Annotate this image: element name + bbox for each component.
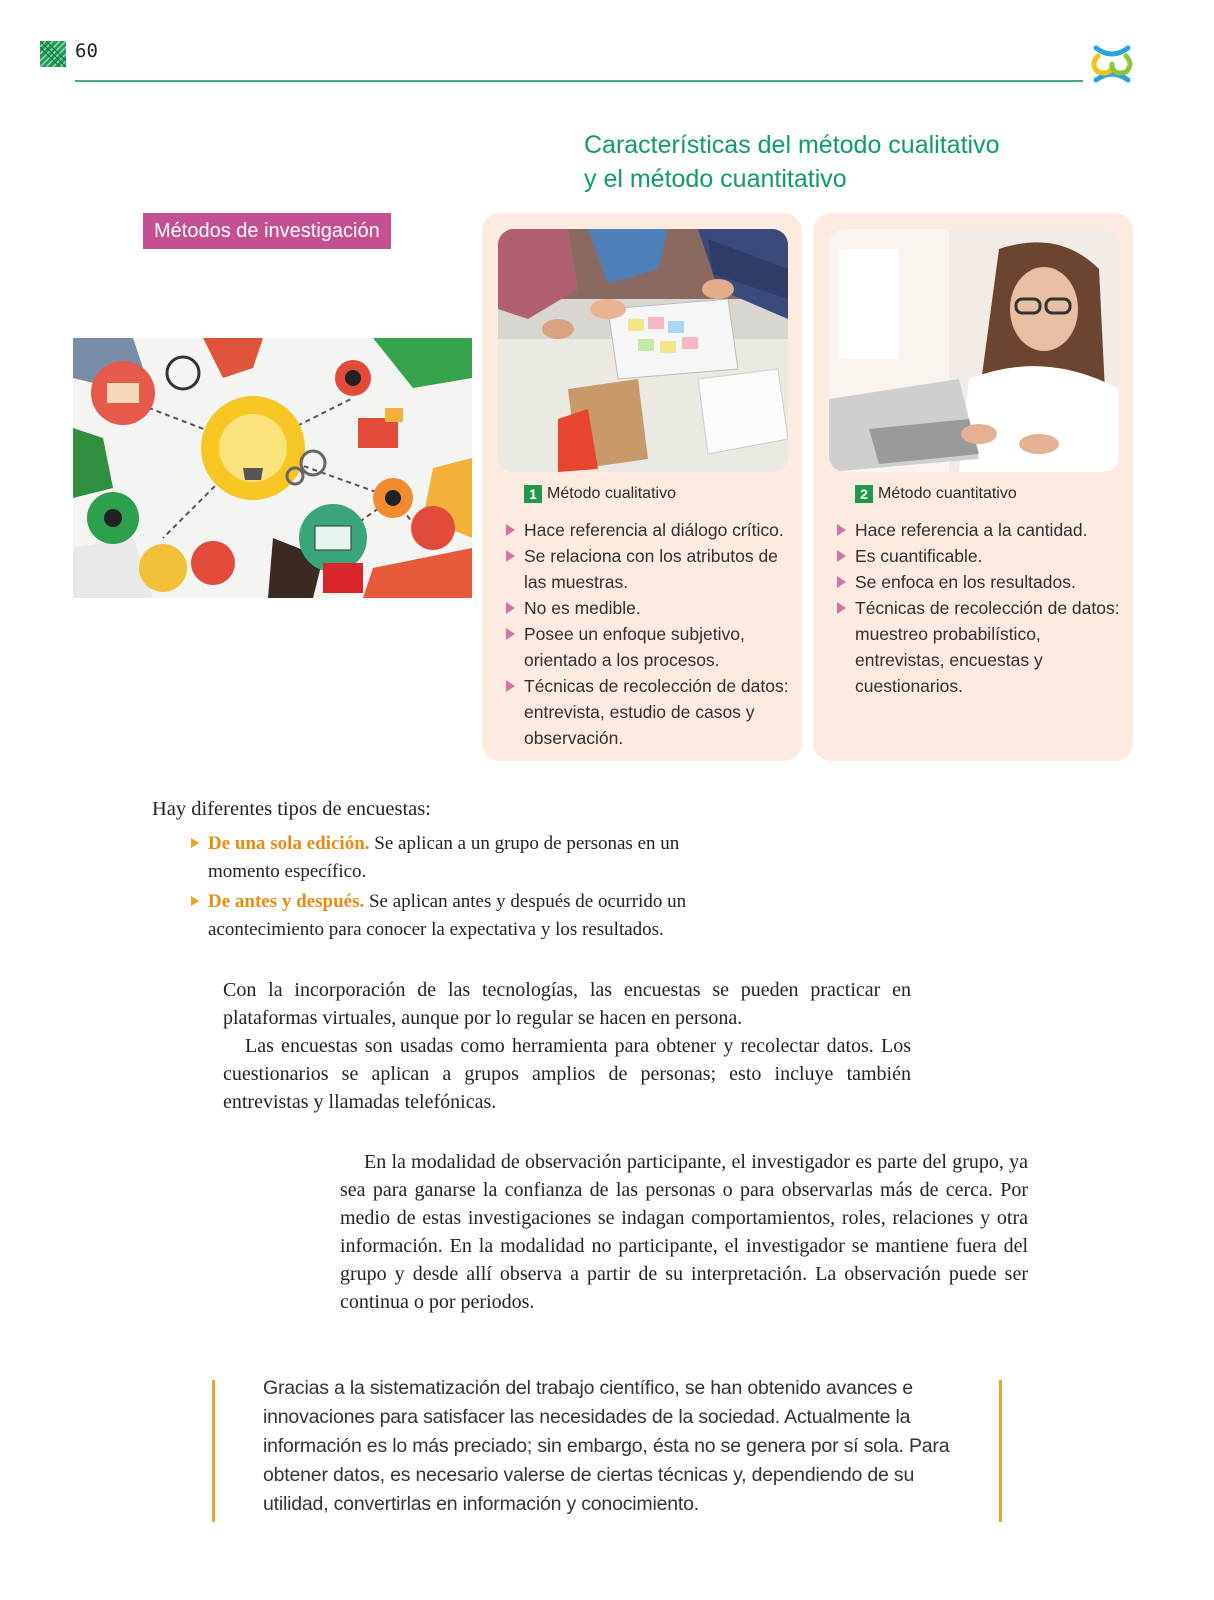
research-methods-tag: Métodos de investigación	[143, 213, 391, 249]
characteristics-list	[833, 517, 1125, 699]
paragraph: Con la incorporación de las tecnologías, las encuestas se pueden practicar en plataformas virtuales, aunque por lo regular se hacen en persona.	[223, 979, 911, 1029]
survey-term: De antes y después.	[208, 891, 365, 912]
list-item: Se relaciona con los atributos de las muestras.	[502, 543, 794, 595]
section-title-line-2: y el método cuantitativo	[584, 165, 847, 193]
triangle-bullet-icon	[506, 550, 515, 562]
survey-term: De una sola edición.	[208, 833, 370, 854]
list-item: Posee un enfoque subjetivo, orientado a los procesos.	[502, 621, 794, 673]
section-title-line-1: Características del método cualitativo	[584, 131, 1000, 159]
section-title	[584, 128, 1104, 196]
quote-bar-right	[999, 1380, 1002, 1522]
number-badge: 2	[855, 485, 873, 503]
quote-bar-left	[212, 1380, 215, 1522]
qualitative-method-card	[482, 213, 802, 761]
list-item: Es cuantificable.	[833, 543, 1125, 569]
header-rule	[75, 80, 1083, 82]
group-work-photo-illustration	[498, 229, 788, 472]
folio-pattern-icon	[40, 41, 66, 67]
survey-description: Se aplican a un grupo de personas en un momento específico.	[208, 833, 680, 882]
triangle-bullet-icon	[837, 602, 846, 614]
triangle-bullet-icon	[506, 602, 515, 614]
card-heading	[855, 485, 1017, 503]
list-item: No es medible.	[502, 595, 794, 621]
survey-intro: Hay diferentes tipos de encuestas:	[152, 798, 431, 820]
paragraph: Las encuestas son usadas como herramienta para obtener y recolectar datos. Los cuestionarios se aplican a grupos amplios de personas; esto incluye también entrevistas y llamadas telefónicas.	[223, 1035, 911, 1113]
list-item: Hace referencia al diálogo crítico.	[502, 517, 794, 543]
page-number: 60	[75, 40, 98, 62]
triangle-bullet-icon	[506, 628, 515, 640]
triangle-bullet-icon	[506, 680, 515, 692]
card-title: Método cualitativo	[547, 485, 676, 502]
number-badge: 1	[524, 485, 542, 503]
student-laptop-photo	[829, 229, 1119, 472]
list-item: Técnicas de recolección de datos: entrevista, estudio de casos y observación.	[502, 673, 794, 751]
list-item: Hace referencia a la cantidad.	[833, 517, 1125, 543]
survey-description: Se aplican antes y después de ocurrido un acontecimiento para conocer la expectativa y los resultados.	[208, 891, 687, 940]
card-title: Método cuantitativo	[878, 485, 1017, 502]
research-collage-image	[73, 338, 472, 598]
arrow-bullet-icon	[191, 896, 199, 906]
callout-text: Gracias a la sistematización del trabajo científico, se han obtenido avances e innovaciones para satisfacer las necesidades de la sociedad. Actualmente la información es lo más preciado; sin embargo, ésta no se genera por sí sola. Para obtener datos, es necesario valerse de ciertas técnicas y, dependiendo de su utilidad, convertirlas en información y conocimiento.	[263, 1377, 950, 1515]
book-series-logo-icon	[1088, 40, 1136, 88]
survey-paragraphs	[223, 976, 911, 1116]
triangle-bullet-icon	[837, 576, 846, 588]
triangle-bullet-icon	[837, 550, 846, 562]
triangle-bullet-icon	[837, 524, 846, 536]
quantitative-method-card	[813, 213, 1133, 761]
triangle-bullet-icon	[506, 524, 515, 536]
student-laptop-photo-illustration	[829, 229, 1119, 472]
list-item: Técnicas de recolección de datos: muestreo probabilístico, entrevistas, encuestas y cuestionarios.	[833, 595, 1125, 699]
arrow-bullet-icon	[191, 838, 199, 848]
observation-paragraph: En la modalidad de observación participante, el investigador es parte del grupo, ya sea para ganarse la confianza de las personas o para observarlas más de cerca. Por medio de estas investigaciones se indagan comportamientos, roles, relaciones y otra información. En la modalidad no participante, el investigador se mantiene fuera del grupo y desde allí observa a partir de su interpretación. La observación puede ser continua o por periodos.	[340, 1151, 1028, 1313]
card-heading	[524, 485, 676, 503]
list-item	[190, 830, 752, 886]
survey-types-list	[190, 830, 752, 946]
group-work-photo	[498, 229, 788, 472]
list-item: Se enfoca en los resultados.	[833, 569, 1125, 595]
characteristics-list	[502, 517, 794, 751]
list-item	[190, 888, 752, 944]
